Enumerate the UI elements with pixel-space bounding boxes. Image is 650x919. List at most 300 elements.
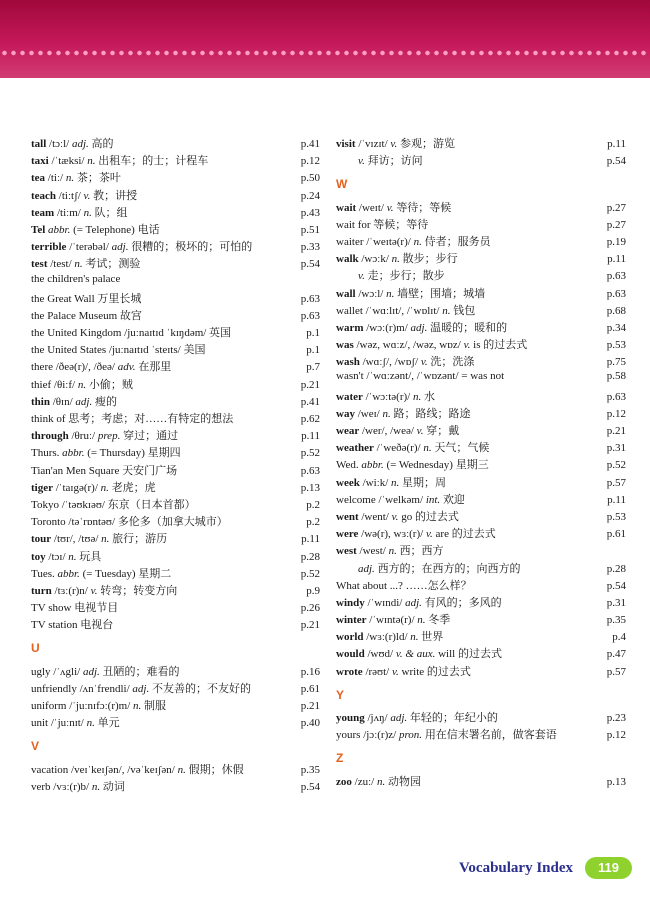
entry-phrase: wait for 等候；等待 <box>336 218 429 231</box>
index-entry <box>336 709 626 726</box>
pronunciation: /ˈtæksi/ <box>51 155 85 168</box>
index-entry <box>336 491 626 508</box>
page-ref: p.21 <box>606 425 626 437</box>
index-entry <box>31 152 320 169</box>
index-entry <box>31 530 320 547</box>
page-ref: p.21 <box>300 378 320 391</box>
index-entry <box>31 393 320 410</box>
headword: terrible <box>31 241 67 254</box>
page-ref: p.47 <box>606 648 626 661</box>
entry-text <box>336 135 601 151</box>
part-of-speech: int. <box>425 493 441 506</box>
part-of-speech: n. <box>412 390 422 403</box>
part-of-speech: pron. <box>398 729 423 742</box>
index-entry <box>336 199 626 216</box>
part-of-speech: n. <box>77 378 87 391</box>
definition: (= Tuesday) 星期二 <box>82 567 172 580</box>
index-entry <box>31 427 320 444</box>
index-entry <box>31 565 320 582</box>
entry-text <box>31 307 295 323</box>
index-entry <box>31 599 320 616</box>
page-ref: p.11 <box>607 493 626 506</box>
entry-phrase: ugly /ˈʌgli/ <box>31 665 81 678</box>
entry-text <box>336 302 601 318</box>
headword: team <box>31 206 55 219</box>
entry-phrase: Toronto /təˈrɒntəʊ/ 多伦多（加拿大城市） <box>31 516 228 529</box>
page-ref: p.53 <box>606 510 626 523</box>
part-of-speech: n. <box>68 550 77 563</box>
definition: 队；组 <box>94 206 128 219</box>
page-footer <box>459 857 632 879</box>
definition: go 的过去式 <box>401 510 459 523</box>
pronunciation: /jʌŋ/ <box>367 712 388 724</box>
pronunciation: /tɜː(r)n/ <box>54 584 88 597</box>
page-ref: p.63 <box>300 292 320 305</box>
entry-text <box>336 353 601 369</box>
part-of-speech: n. <box>423 442 432 455</box>
part-of-speech: n. <box>100 481 109 494</box>
definition: 动物园 <box>387 775 421 788</box>
index-entry <box>336 388 626 405</box>
index-entry <box>336 594 626 611</box>
page-ref: p.28 <box>606 562 626 575</box>
index-entry <box>31 462 320 479</box>
decorative-dot-strip <box>0 48 650 58</box>
page-ref: p.53 <box>606 339 626 352</box>
headword: world <box>336 631 364 644</box>
definition: 走；步行；散步 <box>367 270 445 283</box>
definition: 用在信末署名前，做客套语 <box>424 729 557 742</box>
entry-text <box>336 726 601 742</box>
part-of-speech: abbr. <box>62 447 85 460</box>
entry-text <box>31 513 300 529</box>
entry-phrase: Tues. <box>31 567 55 580</box>
entry-phrase: What about ...? ……怎么样？ <box>336 579 472 592</box>
entry-text <box>336 594 601 610</box>
page-ref: p.63 <box>606 390 626 403</box>
definition: 单元 <box>97 717 120 730</box>
part-of-speech: n. <box>65 172 75 185</box>
part-of-speech: adj. <box>390 712 408 724</box>
entry-phrase: vacation /veɪˈkeɪʃən/, /vəˈkeɪʃən/ <box>31 763 175 776</box>
index-entry <box>31 135 320 152</box>
page-ref: p.2 <box>306 516 320 529</box>
definition: 瘦的 <box>94 395 117 408</box>
index-entry <box>336 628 626 645</box>
entry-text <box>31 761 295 777</box>
index-entry <box>336 353 626 370</box>
page-ref: p.13 <box>300 481 320 494</box>
entry-text <box>336 422 601 438</box>
index-entry <box>31 324 320 341</box>
part-of-speech: n. <box>410 631 419 644</box>
definition: will 的过去式 <box>438 648 502 661</box>
entry-text <box>31 290 295 306</box>
entry-text <box>31 255 295 271</box>
index-entry <box>31 358 320 375</box>
headword: west <box>336 545 357 558</box>
index-entry <box>31 444 320 461</box>
index-entry <box>336 233 626 250</box>
page-ref: p.4 <box>612 631 626 644</box>
definition: 制服 <box>144 700 167 712</box>
index-entry <box>31 204 320 221</box>
index-entry <box>31 238 320 255</box>
index-entry <box>336 508 626 525</box>
headword: Tel <box>31 223 46 236</box>
pronunciation: /tiːm/ <box>56 206 81 219</box>
pronunciation: /ˈwɔːtə(r)/ <box>365 390 411 403</box>
pronunciation: /ˈtaɪgə(r)/ <box>55 481 98 494</box>
page-ref: p.75 <box>606 356 626 369</box>
definition: 冬季 <box>428 614 451 627</box>
entry-text <box>31 565 295 581</box>
headword: tiger <box>31 481 53 494</box>
entry-phrase: waiter /ˈweɪtə(r)/ <box>336 235 411 248</box>
pronunciation: /went/ <box>361 510 389 523</box>
definition: 茶；茶叶 <box>76 172 121 185</box>
part-of-speech: adv. <box>117 361 136 374</box>
entry-text <box>31 324 300 340</box>
headword: windy <box>336 596 365 609</box>
headword: water <box>336 390 363 403</box>
index-entry <box>336 439 626 456</box>
index-entry <box>336 135 626 152</box>
pronunciation: /ˈvɪzɪt/ <box>358 138 388 150</box>
entry-text <box>31 341 300 357</box>
page-ref: p.31 <box>606 442 626 455</box>
page-ref: p.13 <box>606 775 626 788</box>
part-of-speech: n. <box>101 533 110 546</box>
page-ref: p.12 <box>300 155 320 168</box>
entry-phrase: the Great Wall 万里长城 <box>31 292 142 305</box>
pronunciation: /tiː/ <box>47 172 64 185</box>
page-ref: p.58 <box>606 370 626 383</box>
entry-text <box>336 773 601 789</box>
pronunciation: /wɔː(r)m/ <box>366 321 408 334</box>
definition: 拜访；访问 <box>367 155 423 168</box>
definition: 欢迎 <box>442 493 465 506</box>
index-entry <box>336 474 626 491</box>
index-entry <box>31 169 320 186</box>
part-of-speech: n. <box>388 545 397 558</box>
pronunciation: /tiːtʃ/ <box>58 189 81 202</box>
page-ref: p.57 <box>606 665 626 678</box>
part-of-speech: v. <box>391 665 399 678</box>
entry-text <box>31 599 295 615</box>
page-ref: p.27 <box>606 201 626 214</box>
part-of-speech: v. <box>425 528 433 541</box>
headword: were <box>336 528 359 541</box>
page-ref: p.43 <box>300 206 320 219</box>
pronunciation: /wəz, wɑːz/, /wəz, wɒz/ <box>356 339 461 352</box>
page-ref: p.52 <box>300 567 320 580</box>
definition: 在那里 <box>138 361 172 374</box>
definition: 散步；步行 <box>402 253 458 266</box>
part-of-speech: n. <box>74 258 83 271</box>
index-entry <box>336 577 626 594</box>
part-of-speech: n. <box>376 775 386 788</box>
definition: is 的过去式 <box>473 339 528 352</box>
entry-text <box>358 560 601 576</box>
page-ref: p.11 <box>607 253 626 266</box>
headword: walk <box>336 253 359 266</box>
index-entry <box>336 773 626 790</box>
definition: 侍者；服务员 <box>424 235 491 248</box>
index-entry <box>31 697 320 714</box>
page-ref: p.28 <box>300 550 320 563</box>
index-entry <box>31 290 320 307</box>
definition: 西；西方 <box>399 545 444 558</box>
pronunciation: /θruː/ <box>71 430 96 443</box>
page-ref: p.35 <box>300 763 320 776</box>
part-of-speech: abbr. <box>57 567 80 580</box>
entry-phrase: Tian'an Men Square 天安门广场 <box>31 464 178 477</box>
entry-text <box>336 508 601 524</box>
pronunciation: /tɔːl/ <box>49 138 70 150</box>
definition: 世界 <box>421 631 444 644</box>
header-band <box>0 0 650 78</box>
entry-phrase: uniform /ˈjuːnɪfɔː(r)m/ <box>31 700 131 712</box>
entry-text <box>31 444 295 460</box>
page-ref: p.24 <box>300 189 320 202</box>
entry-phrase: Thurs. <box>31 447 60 460</box>
headword: wash <box>336 356 360 369</box>
index-entry <box>31 255 320 272</box>
page-ref: p.68 <box>606 304 626 317</box>
page-ref: p.21 <box>300 700 320 712</box>
pronunciation: /wʊd/ <box>367 648 394 661</box>
part-of-speech: n. <box>86 717 95 730</box>
headword: thin <box>31 395 50 408</box>
definition: 丑陋的；难看的 <box>102 665 180 678</box>
entry-text <box>336 285 601 301</box>
definition: 年轻的；年纪小的 <box>409 712 498 724</box>
part-of-speech: v. <box>386 201 394 214</box>
definition: 路；路线；路途 <box>393 407 471 420</box>
headword: way <box>336 407 355 420</box>
index-entry <box>31 714 320 731</box>
headword: test <box>31 258 48 271</box>
page-ref: p.52 <box>606 459 626 472</box>
definition: 等待；等候 <box>396 201 452 214</box>
part-of-speech: adj. <box>132 682 150 695</box>
page-ref: p.11 <box>301 430 320 443</box>
entry-text <box>31 221 295 237</box>
part-of-speech: v. <box>420 356 428 369</box>
page-ref: p.41 <box>300 138 320 150</box>
pronunciation: /ˈweðə(r)/ <box>376 442 421 455</box>
headword: tour <box>31 533 52 546</box>
entry-phrase: thief /θiːf/ <box>31 378 76 391</box>
index-entry <box>336 422 626 439</box>
part-of-speech: v. <box>390 138 398 150</box>
headword: would <box>336 648 365 661</box>
entry-phrase: TV show 电视节目 <box>31 602 119 615</box>
part-of-speech: n. <box>391 476 400 489</box>
definition: 天气；气候 <box>434 442 490 455</box>
page-ref: p.41 <box>300 395 320 408</box>
definition: 高的 <box>91 138 114 150</box>
definition: 出租车；的士；计程车 <box>98 155 209 168</box>
entry-text <box>336 628 606 644</box>
pronunciation: /wə(r), wɜː(r)/ <box>361 528 424 541</box>
pronunciation: /wɔːl/ <box>358 287 384 300</box>
pronunciation: /ˈterəbəl/ <box>69 241 109 254</box>
definition: 老虎；虎 <box>111 481 156 494</box>
entry-text <box>31 393 295 409</box>
entry-text <box>336 709 601 725</box>
page-ref: p.27 <box>606 218 626 231</box>
page-ref: p.7 <box>306 361 320 374</box>
definition: 有风的；多风的 <box>424 596 502 609</box>
page-ref: p.11 <box>607 138 626 150</box>
part-of-speech: v. & aux. <box>395 648 436 661</box>
index-entry <box>336 645 626 662</box>
entry-text <box>336 319 601 335</box>
page-ref: p.12 <box>606 407 626 420</box>
pronunciation: /θɪn/ <box>52 395 73 408</box>
headword: tea <box>31 172 46 185</box>
index-column-right <box>336 135 626 790</box>
page-ref: p.26 <box>300 602 320 615</box>
part-of-speech: abbr. <box>361 459 384 472</box>
pronunciation: /wɔːk/ <box>361 253 389 266</box>
index-entry <box>31 273 320 290</box>
part-of-speech: n. <box>87 155 96 168</box>
index-entry <box>336 285 626 302</box>
page-ref: p.40 <box>300 717 320 730</box>
entry-phrase: the United States /juːnaɪtɪd ˈsteɪts/ 美国 <box>31 344 206 357</box>
entry-text <box>31 548 295 564</box>
headword: wear <box>336 425 360 437</box>
definition: 不友善的；不友好的 <box>151 682 251 695</box>
definition: 旅行；游历 <box>112 533 168 546</box>
page-ref: p.1 <box>306 344 320 357</box>
entry-phrase: the Palace Museum 故宫 <box>31 309 142 322</box>
entry-text <box>336 250 601 266</box>
part-of-speech: v. <box>463 339 471 352</box>
definition: 水 <box>423 390 435 403</box>
page-ref: p.61 <box>300 682 320 695</box>
index-entry <box>31 341 320 358</box>
page-ref: p.54 <box>606 579 626 592</box>
definition: 墙壁；围墙；城墙 <box>397 287 486 300</box>
part-of-speech: n. <box>391 253 400 266</box>
entry-text <box>31 697 295 713</box>
page-ref: p.63 <box>300 464 320 477</box>
index-entry <box>336 611 626 628</box>
entry-text <box>336 611 601 627</box>
page-ref: p.19 <box>606 235 626 248</box>
part-of-speech: n. <box>417 614 426 627</box>
part-of-speech: v. <box>90 584 98 597</box>
entry-phrase: the children's palace <box>31 272 121 285</box>
entry-text <box>336 199 601 215</box>
definition: 教；讲授 <box>93 189 138 202</box>
pronunciation: /weɪ/ <box>357 407 380 420</box>
page-ref: p.51 <box>300 223 320 236</box>
entry-text <box>336 439 601 455</box>
page-ref: p.61 <box>606 528 626 541</box>
entry-phrase: think of 思考；考虑；对……有特定的想法 <box>31 413 234 425</box>
part-of-speech: v. <box>358 270 365 283</box>
index-entry <box>31 663 320 680</box>
page-ref: p.1 <box>306 327 320 340</box>
entry-text <box>31 135 295 151</box>
letter-heading: Y <box>336 687 345 702</box>
footer-title: Vocabulary Index <box>458 859 574 876</box>
page-ref: p.16 <box>300 665 320 678</box>
definition: are 的过去式 <box>435 528 496 541</box>
index-entry <box>336 456 626 473</box>
definition: (= Telephone) 电话 <box>73 223 160 236</box>
entry-text <box>336 233 601 249</box>
part-of-speech: adj. <box>75 395 93 408</box>
entry-text <box>336 370 601 382</box>
definition: 玩具 <box>79 550 102 563</box>
part-of-speech: n. <box>91 780 101 793</box>
page-ref: p.63 <box>606 287 626 300</box>
entry-phrase: welcome /ˈwelkəm/ <box>336 493 424 506</box>
entry-phrase: yours /jɔː(r)z/ <box>336 729 397 742</box>
entry-text <box>336 216 601 232</box>
entry-text <box>31 714 295 730</box>
index-entry <box>31 496 320 513</box>
part-of-speech: n. <box>382 407 391 420</box>
index-entry <box>336 250 626 267</box>
index-column-left <box>31 135 320 795</box>
index-entry <box>336 336 626 353</box>
definition: 动词 <box>102 780 125 793</box>
definition: 洗；洗涤 <box>430 356 475 369</box>
headword: went <box>336 510 359 523</box>
headword: tall <box>31 138 47 150</box>
entry-text <box>31 187 295 203</box>
entry-text <box>31 376 295 392</box>
entry-text <box>336 336 601 352</box>
entry-phrase: wallet /ˈwɑːlɪt/, /ˈwɒlɪt/ <box>336 304 440 317</box>
index-entry <box>31 479 320 496</box>
index-entry <box>336 319 626 336</box>
page-ref: p.62 <box>300 413 320 425</box>
page-ref: p.12 <box>606 729 626 742</box>
definition: 温暖的；暖和的 <box>430 321 508 334</box>
page-ref: p.52 <box>300 447 320 460</box>
index-entry <box>336 302 626 319</box>
entry-text <box>358 267 601 283</box>
pronunciation: /wɑːʃ/, /wɒʃ/ <box>362 356 419 369</box>
pronunciation: /ˈwɪntə(r)/ <box>369 614 415 627</box>
index-entry <box>336 370 626 387</box>
pronunciation: /zuː/ <box>354 775 375 788</box>
pronunciation: /tʊr/, /tʊə/ <box>53 533 99 546</box>
pronunciation: /tɔɪ/ <box>48 550 66 563</box>
page-ref: p.9 <box>306 584 320 597</box>
entry-phrase: Wed. <box>336 459 359 472</box>
entry-text <box>31 410 295 426</box>
definition: 很糟的；极坏的；可怕的 <box>131 241 253 254</box>
index-entry <box>336 152 626 169</box>
index-entry <box>31 513 320 530</box>
entry-phrase: TV station 电视台 <box>31 619 114 632</box>
definition: 小偷；贼 <box>88 378 133 391</box>
index-entry <box>31 376 320 393</box>
part-of-speech: abbr. <box>48 223 71 236</box>
part-of-speech: v. <box>358 155 365 168</box>
entry-text <box>31 462 295 478</box>
part-of-speech: adj. <box>358 562 375 575</box>
